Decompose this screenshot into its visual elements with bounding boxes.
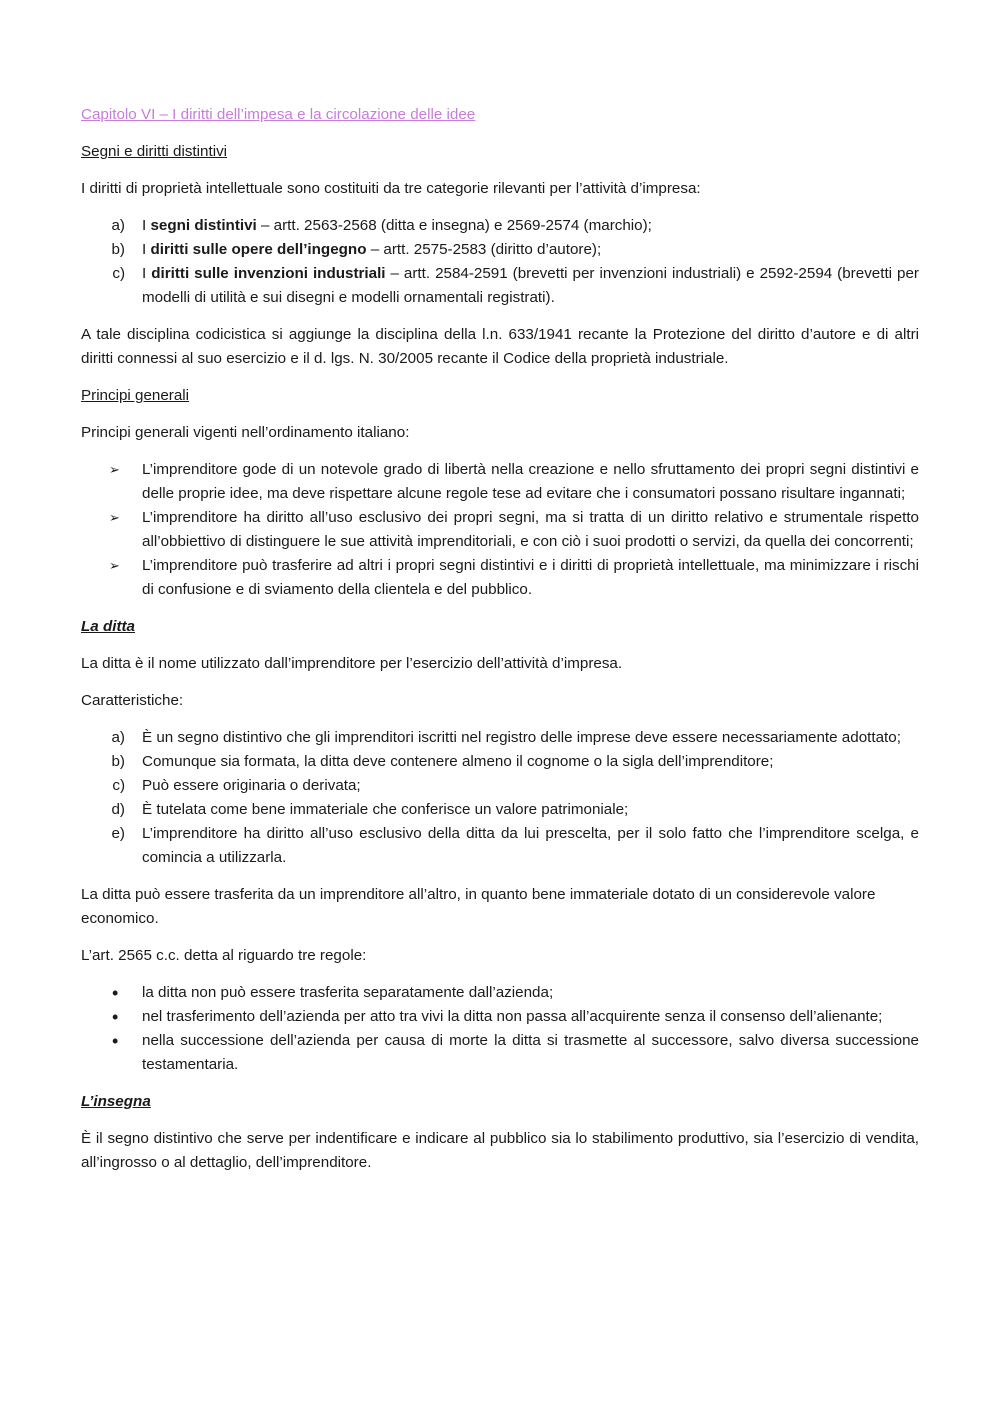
list-marker: b) [111,241,125,258]
section-heading-principi: Principi generali [81,387,190,404]
arrow-bullet-icon: ➢ [109,558,120,573]
document-page [81,103,919,1188]
chapter-title[interactable]: Capitolo VI – I diritti dell’impesa e la circolazione delle idee [81,106,476,123]
list-marker: c) [112,777,125,794]
bullet-icon: • [112,983,119,1003]
list-marker: b) [111,753,125,770]
list-item: b) I diritti sulle opere dell’ingegno – artt. 2575-2583 (diritto d’autore); [81,238,919,262]
list-marker: a) [111,217,125,234]
segni-closing: A tale disciplina codicistica si aggiunge la disciplina della l.n. 633/1941 recante la Protezione del diritto d’autore e di altri diritti connessi al suo esercizio e il d. lgs. N. 30/2005 recante il Codice della proprietà industriale. [81,326,919,367]
section-heading-insegna: L’insegna [81,1093,151,1110]
list-item: b) Comunque sia formata, la ditta deve contenere almeno il cognome o la sigla dell’imprenditore; [81,750,919,774]
ditta-features-list [81,726,919,870]
list-item: • nella successione dell’azienda per causa di morte la ditta si trasmette al successore, salvo diversa successione testamentaria. [112,1031,919,1073]
section-heading-ditta: La ditta [81,618,136,635]
list-marker: c) [112,265,125,282]
list-item: ➢ L’imprenditore gode di un notevole grado di libertà nella creazione e nello sfruttamento dei propri segni distintivi e delle proprie idee, ma deve rispettare alcune regole tese ad evitare che i consumatori possano risultare ingannati; [81,458,919,506]
list-item: a) È un segno distintivo che gli imprenditori iscritti nel registro delle imprese deve essere necessariamente adottato; [81,726,919,750]
principi-list [81,458,919,602]
list-item: • nel trasferimento dell’azienda per atto tra vivi la ditta non passa all’acquirente senza il consenso dell’alienante; [112,1007,883,1027]
segni-intro: I diritti di proprietà intellettuale sono costituiti da tre categorie rilevanti per l’attività d’impresa: [81,180,701,197]
bold-term: diritti sulle invenzioni industriali [151,265,386,282]
list-item: c) I diritti sulle invenzioni industriali – artt. 2584-2591 (brevetti per invenzioni industriali) e 2592-2594 (brevetti per modelli di utilità e sui disegni e modelli ornamentali registrati). [81,262,919,310]
list-marker: e) [111,825,125,842]
bold-term: segni distintivi [150,217,257,234]
ditta-transfer: La ditta può essere trasferita da un imprenditore all’altro, in quanto bene immateriale dotato di un considerevole valore economico. [81,886,876,927]
ditta-features-label: Caratteristiche: [81,692,184,709]
insegna-definition: È il segno distintivo che serve per indentificare e indicare al pubblico sia lo stabilimento produttivo, sia l’esercizio di vendita, all’ingrosso o al dettaglio, dell’imprenditore. [81,1130,919,1171]
list-item: a) I segni distintivi – artt. 2563-2568 (ditta e insegna) e 2569-2574 (marchio); [81,214,919,238]
list-item: c) Può essere originaria o derivata; [81,774,919,798]
list-item: ➢ L’imprenditore ha diritto all’uso esclusivo dei propri segni, ma si tratta di un diritto relativo e strumentale rispetto all’obbiettivo di distinguere le sue attività imprenditoriali, e con ciò i suoi prodotti o servizi, da quella dei concorrenti; [81,506,919,554]
ditta-rules-list [81,981,919,1077]
bullet-icon: • [112,1007,119,1027]
segni-list [81,214,919,310]
section-heading-segni: Segni e diritti distintivi [81,143,228,160]
list-marker: d) [111,801,125,818]
ditta-definition: La ditta è il nome utilizzato dall’imprenditore per l’esercizio dell’attività d’impresa. [81,655,623,672]
list-marker: a) [111,729,125,746]
list-item: • la ditta non può essere trasferita separatamente dall’azienda; [112,983,554,1003]
arrow-bullet-icon: ➢ [109,510,120,525]
list-item: d) È tutelata come bene immateriale che conferisce un valore patrimoniale; [81,798,919,822]
list-item: ➢ L’imprenditore può trasferire ad altri i propri segni distintivi e i diritti di proprietà intellettuale, ma minimizzare i rischi di confusione e di sviamento della clientela e del pubblico. [81,554,919,602]
principi-intro: Principi generali vigenti nell’ordinamento italiano: [81,424,410,441]
bullet-icon: • [112,1031,119,1051]
ditta-rules-intro: L’art. 2565 c.c. detta al riguardo tre regole: [81,947,367,964]
arrow-bullet-icon: ➢ [109,462,120,477]
bold-term: diritti sulle opere dell’ingegno [150,241,367,258]
list-item: e) L’imprenditore ha diritto all’uso esclusivo della ditta da lui prescelta, per il solo fatto che l’imprenditore scelga, e comincia a utilizzarla. [81,822,919,870]
